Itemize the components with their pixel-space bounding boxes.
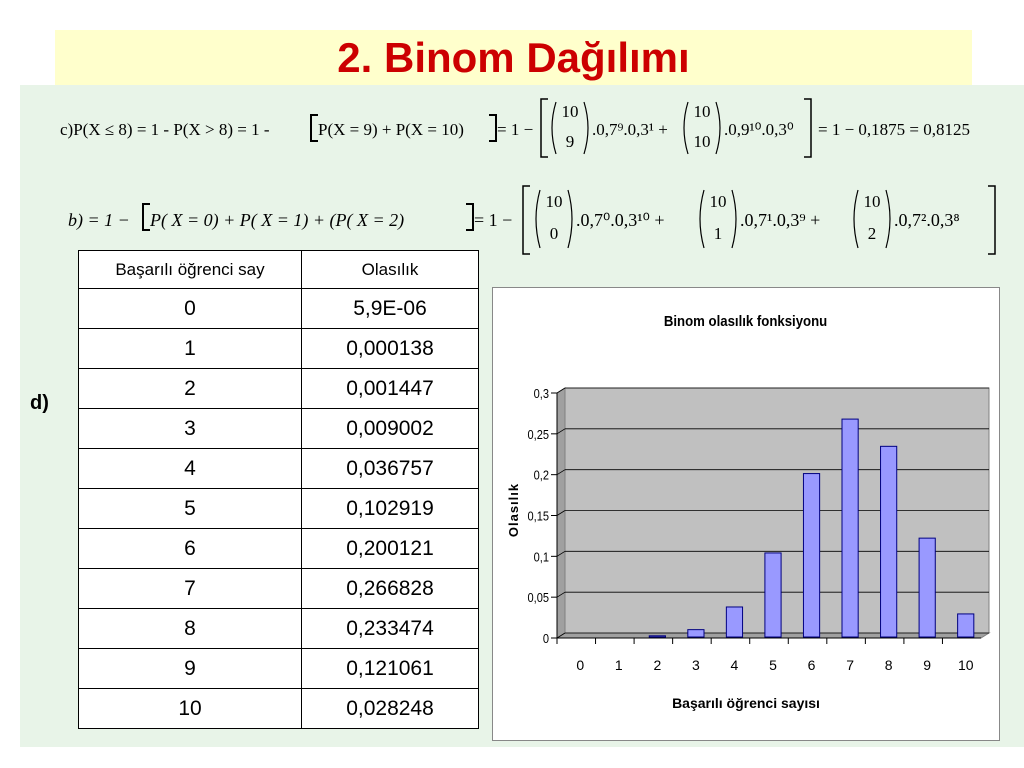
table-cell-probability: 0,000138: [302, 329, 479, 369]
bar: [726, 607, 742, 637]
chart-container: [492, 287, 1000, 741]
table-cell-probability: 5,9E-06: [302, 289, 479, 329]
title-bar: [55, 30, 972, 88]
y-axis-label: Olasılık: [506, 482, 521, 538]
formula-c-term1: .0,7⁹.0,3¹ +: [592, 120, 668, 139]
x-tick-label: 5: [769, 657, 777, 673]
table-row: [79, 329, 479, 369]
table-cell-count: 4: [79, 449, 302, 489]
binom-bottom: 10: [693, 132, 711, 151]
table-header-row: [79, 251, 479, 289]
y-tick-label: 0,05: [527, 590, 549, 606]
formula-b-square-right: [986, 184, 998, 256]
table-cell-count: 0: [79, 289, 302, 329]
table-row: [79, 449, 479, 489]
table-cell-probability: 0,102919: [302, 489, 479, 529]
formula-b-term1: .0,7⁰.0,3¹⁰ +: [576, 210, 665, 230]
formula-b-square-left: [520, 184, 532, 256]
x-tick-label: 6: [807, 657, 816, 673]
table-cell-probability: 0,036757: [302, 449, 479, 489]
column-header-probability: Olasılık: [302, 251, 479, 289]
y-tick-label: 0: [542, 631, 549, 647]
table-cell-count: 8: [79, 609, 302, 649]
bar: [803, 474, 819, 637]
formula-c-binom-1: [548, 100, 592, 156]
x-tick-label: 7: [846, 657, 854, 673]
formula-b-term2: .0,7¹.0,3⁹ +: [740, 210, 821, 230]
formula-b-binom-2: [696, 188, 740, 250]
formula-b-binom-1: [532, 188, 576, 250]
table-row: [79, 369, 479, 409]
table-cell-probability: 0,266828: [302, 569, 479, 609]
table-row: [79, 289, 479, 329]
table-cell-probability: 0,028248: [302, 689, 479, 729]
table-cell-count: 5: [79, 489, 302, 529]
bar: [958, 614, 974, 637]
y-tick-label: 0,1: [533, 549, 549, 565]
table-row: [79, 649, 479, 689]
x-tick-label: 3: [692, 657, 700, 673]
y-tick-label: 0,25: [527, 426, 549, 443]
formula-b-bracket-content: P( X = 0) + P( X = 1) + (P( X = 2): [150, 210, 405, 230]
formula-c-bracket-content: P(X = 9) + P(X = 10): [318, 120, 464, 139]
table-row: [79, 689, 479, 729]
bar: [919, 538, 935, 637]
bar: [649, 636, 665, 637]
table-cell-count: 9: [79, 649, 302, 689]
bar: [765, 553, 781, 637]
table-cell-probability: 0,200121: [302, 529, 479, 569]
table-row: [79, 409, 479, 449]
binom-bottom: 0: [549, 224, 559, 243]
table-cell-count: 6: [79, 529, 302, 569]
table-cell-probability: 0,121061: [302, 649, 479, 689]
table-cell-probability: 0,233474: [302, 609, 479, 649]
table-row: [79, 569, 479, 609]
binom-top: 10: [545, 192, 563, 211]
binom-top: 10: [863, 192, 881, 211]
formula-b-eq: = 1 −: [474, 210, 513, 230]
table-cell-probability: 0,009002: [302, 409, 479, 449]
x-tick-label: 1: [614, 657, 623, 673]
binom-bottom: 9: [565, 132, 575, 151]
formula-c-eq: = 1 −: [497, 120, 534, 139]
x-axis-label: Başarılı öğrenci sayısı: [672, 695, 820, 711]
formula-b-term3: .0,7².0,3⁸: [894, 210, 960, 230]
formula-c-binom-2: [680, 100, 724, 156]
binom-top: 10: [693, 102, 711, 121]
formula-c-result: = 1 − 0,1875 = 0,8125: [818, 120, 971, 139]
formula-b-binom-3: [850, 188, 894, 250]
table-cell-count: 3: [79, 409, 302, 449]
x-tick-label: 9: [923, 657, 932, 673]
x-tick-label: 0: [576, 657, 585, 673]
binom-top: 10: [561, 102, 579, 121]
bar-chart: [493, 288, 999, 740]
probability-table: [78, 250, 479, 729]
table-row: [79, 489, 479, 529]
table-cell-probability: 0,001447: [302, 369, 479, 409]
x-tick-label: 2: [653, 657, 662, 673]
y-tick-label: 0,15: [527, 508, 549, 524]
binom-top: 10: [709, 192, 727, 211]
table-cell-count: 10: [79, 689, 302, 729]
bar: [688, 630, 704, 637]
table-row: [79, 609, 479, 649]
formula-c-lhs: c)P(X ≤ 8) = 1 - P(X > 8) = 1 -: [60, 120, 270, 139]
bar: [842, 419, 858, 637]
x-tick-label: 10: [957, 657, 974, 673]
table-row: [79, 529, 479, 569]
table-cell-count: 7: [79, 569, 302, 609]
binom-bottom: 2: [867, 224, 877, 243]
bar: [881, 446, 897, 637]
x-tick-label: 4: [730, 657, 739, 673]
binom-bottom: 1: [713, 224, 723, 243]
column-header-count: Başarılı öğrenci say: [79, 251, 302, 289]
formula-c-square-right: [802, 97, 814, 159]
table-cell-count: 2: [79, 369, 302, 409]
page-title: 2. Binom Dağılımı: [337, 34, 690, 81]
x-tick-label: 8: [884, 657, 893, 673]
part-d-label: d): [30, 392, 49, 414]
y-tick-label: 0,3: [533, 386, 549, 402]
formula-b-lhs: b) = 1 −: [68, 210, 130, 230]
y-tick-label: 0,2: [533, 467, 549, 483]
formula-c-term2: .0,9¹⁰.0,3⁰: [724, 120, 794, 139]
chart-title: Binom olasılık fonksiyonu: [663, 312, 828, 330]
table-cell-count: 1: [79, 329, 302, 369]
